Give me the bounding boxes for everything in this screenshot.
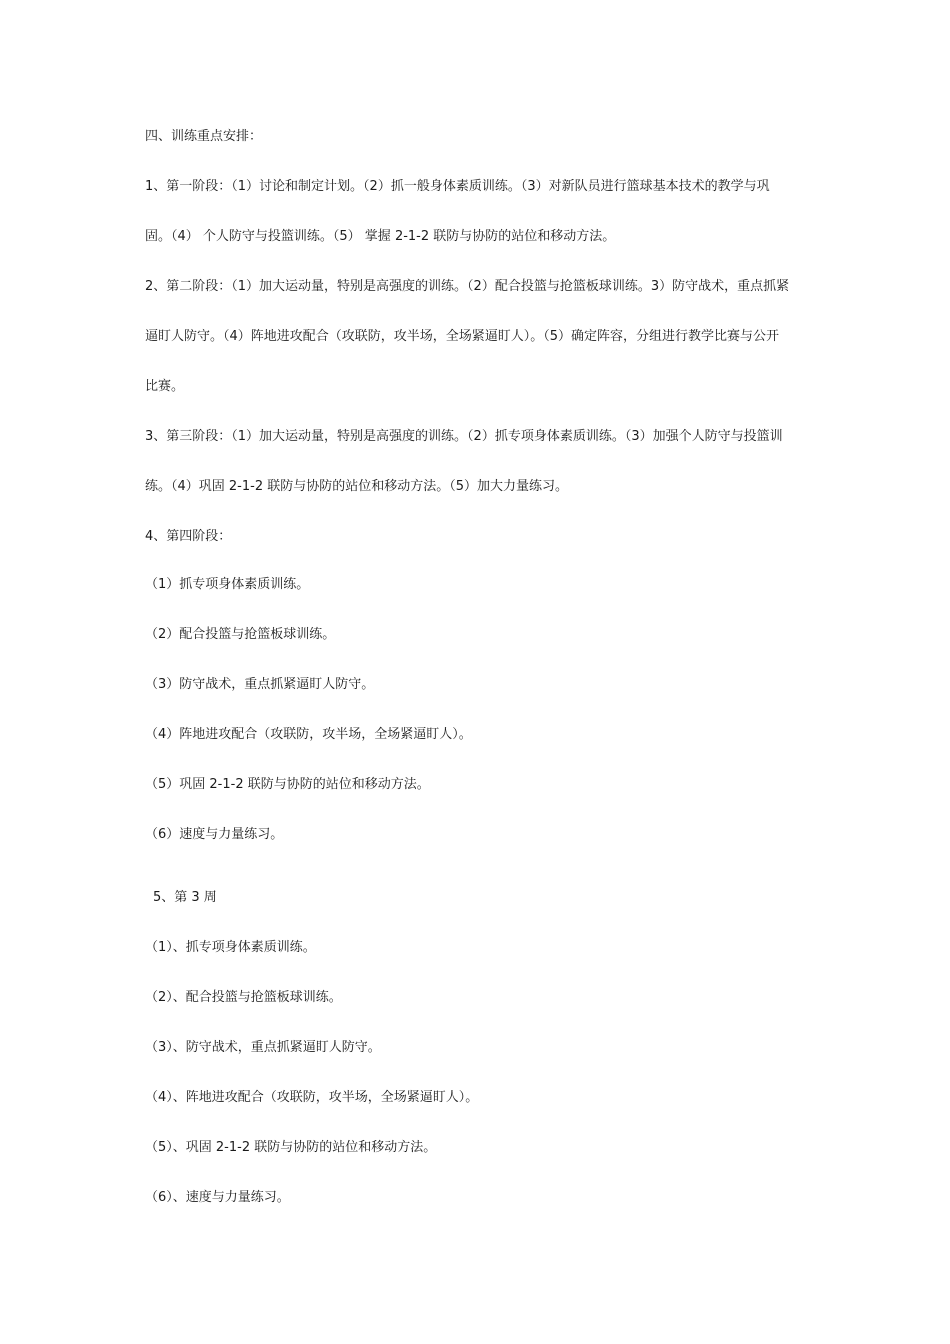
week-3-item: （3）、防守战术，重点抓紧逼盯人防守。 [145, 1040, 381, 1055]
stage-3-line-2: 练。（4）巩固 2-1-2 联防与协防的站位和移动方法。（5）加大力量练习。 [145, 479, 569, 494]
week-3-item: （1）、抓专项身体素质训练。 [145, 940, 316, 955]
stage-1-line-2: 固。（4） 个人防守与投篮训练。（5） 掌握 2-1-2 联防与协防的站位和移动方法。 [145, 229, 616, 244]
week-3-item: （2）、配合投篮与抢篮板球训练。 [145, 990, 342, 1005]
stage-1-line-1: 1、第一阶段：（1）讨论和制定计划。（2）抓一般身体素质训练。（3）对新队员进行篮球基本技术的教学与巩 [145, 179, 770, 194]
stage-4-item: （4）阵地进攻配合（攻联防，攻半场，全场紧逼盯人）。 [145, 727, 472, 742]
stage-4-item: （6）速度与力量练习。 [145, 827, 284, 842]
stage-4-title: 4、第四阶段： [145, 529, 232, 544]
stage-4-item: （1）抓专项身体素质训练。 [145, 577, 310, 592]
stage-4-item: （3）防守战术，重点抓紧逼盯人防守。 [145, 677, 375, 692]
week-3-item: （5）、巩固 2-1-2 联防与协防的站位和移动方法。 [145, 1140, 437, 1155]
stage-4-item: （5）巩固 2-1-2 联防与协防的站位和移动方法。 [145, 777, 430, 792]
stage-2-line-2: 逼盯人防守。（4）阵地进攻配合（攻联防，攻半场，全场紧逼盯人）。（5）确定阵容，分组进行教学比赛与公开 [145, 329, 780, 344]
stage-3-line-1: 3、第三阶段：（1）加大运动量，特别是高强度的训练。（2）抓专项身体素质训练。（3）加强个人防守与投篮训 [145, 429, 783, 444]
week-3-title: 5、第 3 周 [153, 890, 217, 905]
week-3-item: （4）、阵地进攻配合（攻联防，攻半场，全场紧逼盯人）。 [145, 1090, 479, 1105]
section-heading: 四、训练重点安排： [145, 129, 263, 144]
stage-4-item: （2）配合投篮与抢篮板球训练。 [145, 627, 336, 642]
stage-2-line-1: 2、第二阶段：（1）加大运动量，特别是高强度的训练。（2）配合投篮与抢篮板球训练。3）防守战术，重点抓紧 [145, 279, 790, 294]
stage-2-line-3: 比赛。 [145, 379, 185, 394]
week-3-item: （6）、速度与力量练习。 [145, 1190, 290, 1205]
